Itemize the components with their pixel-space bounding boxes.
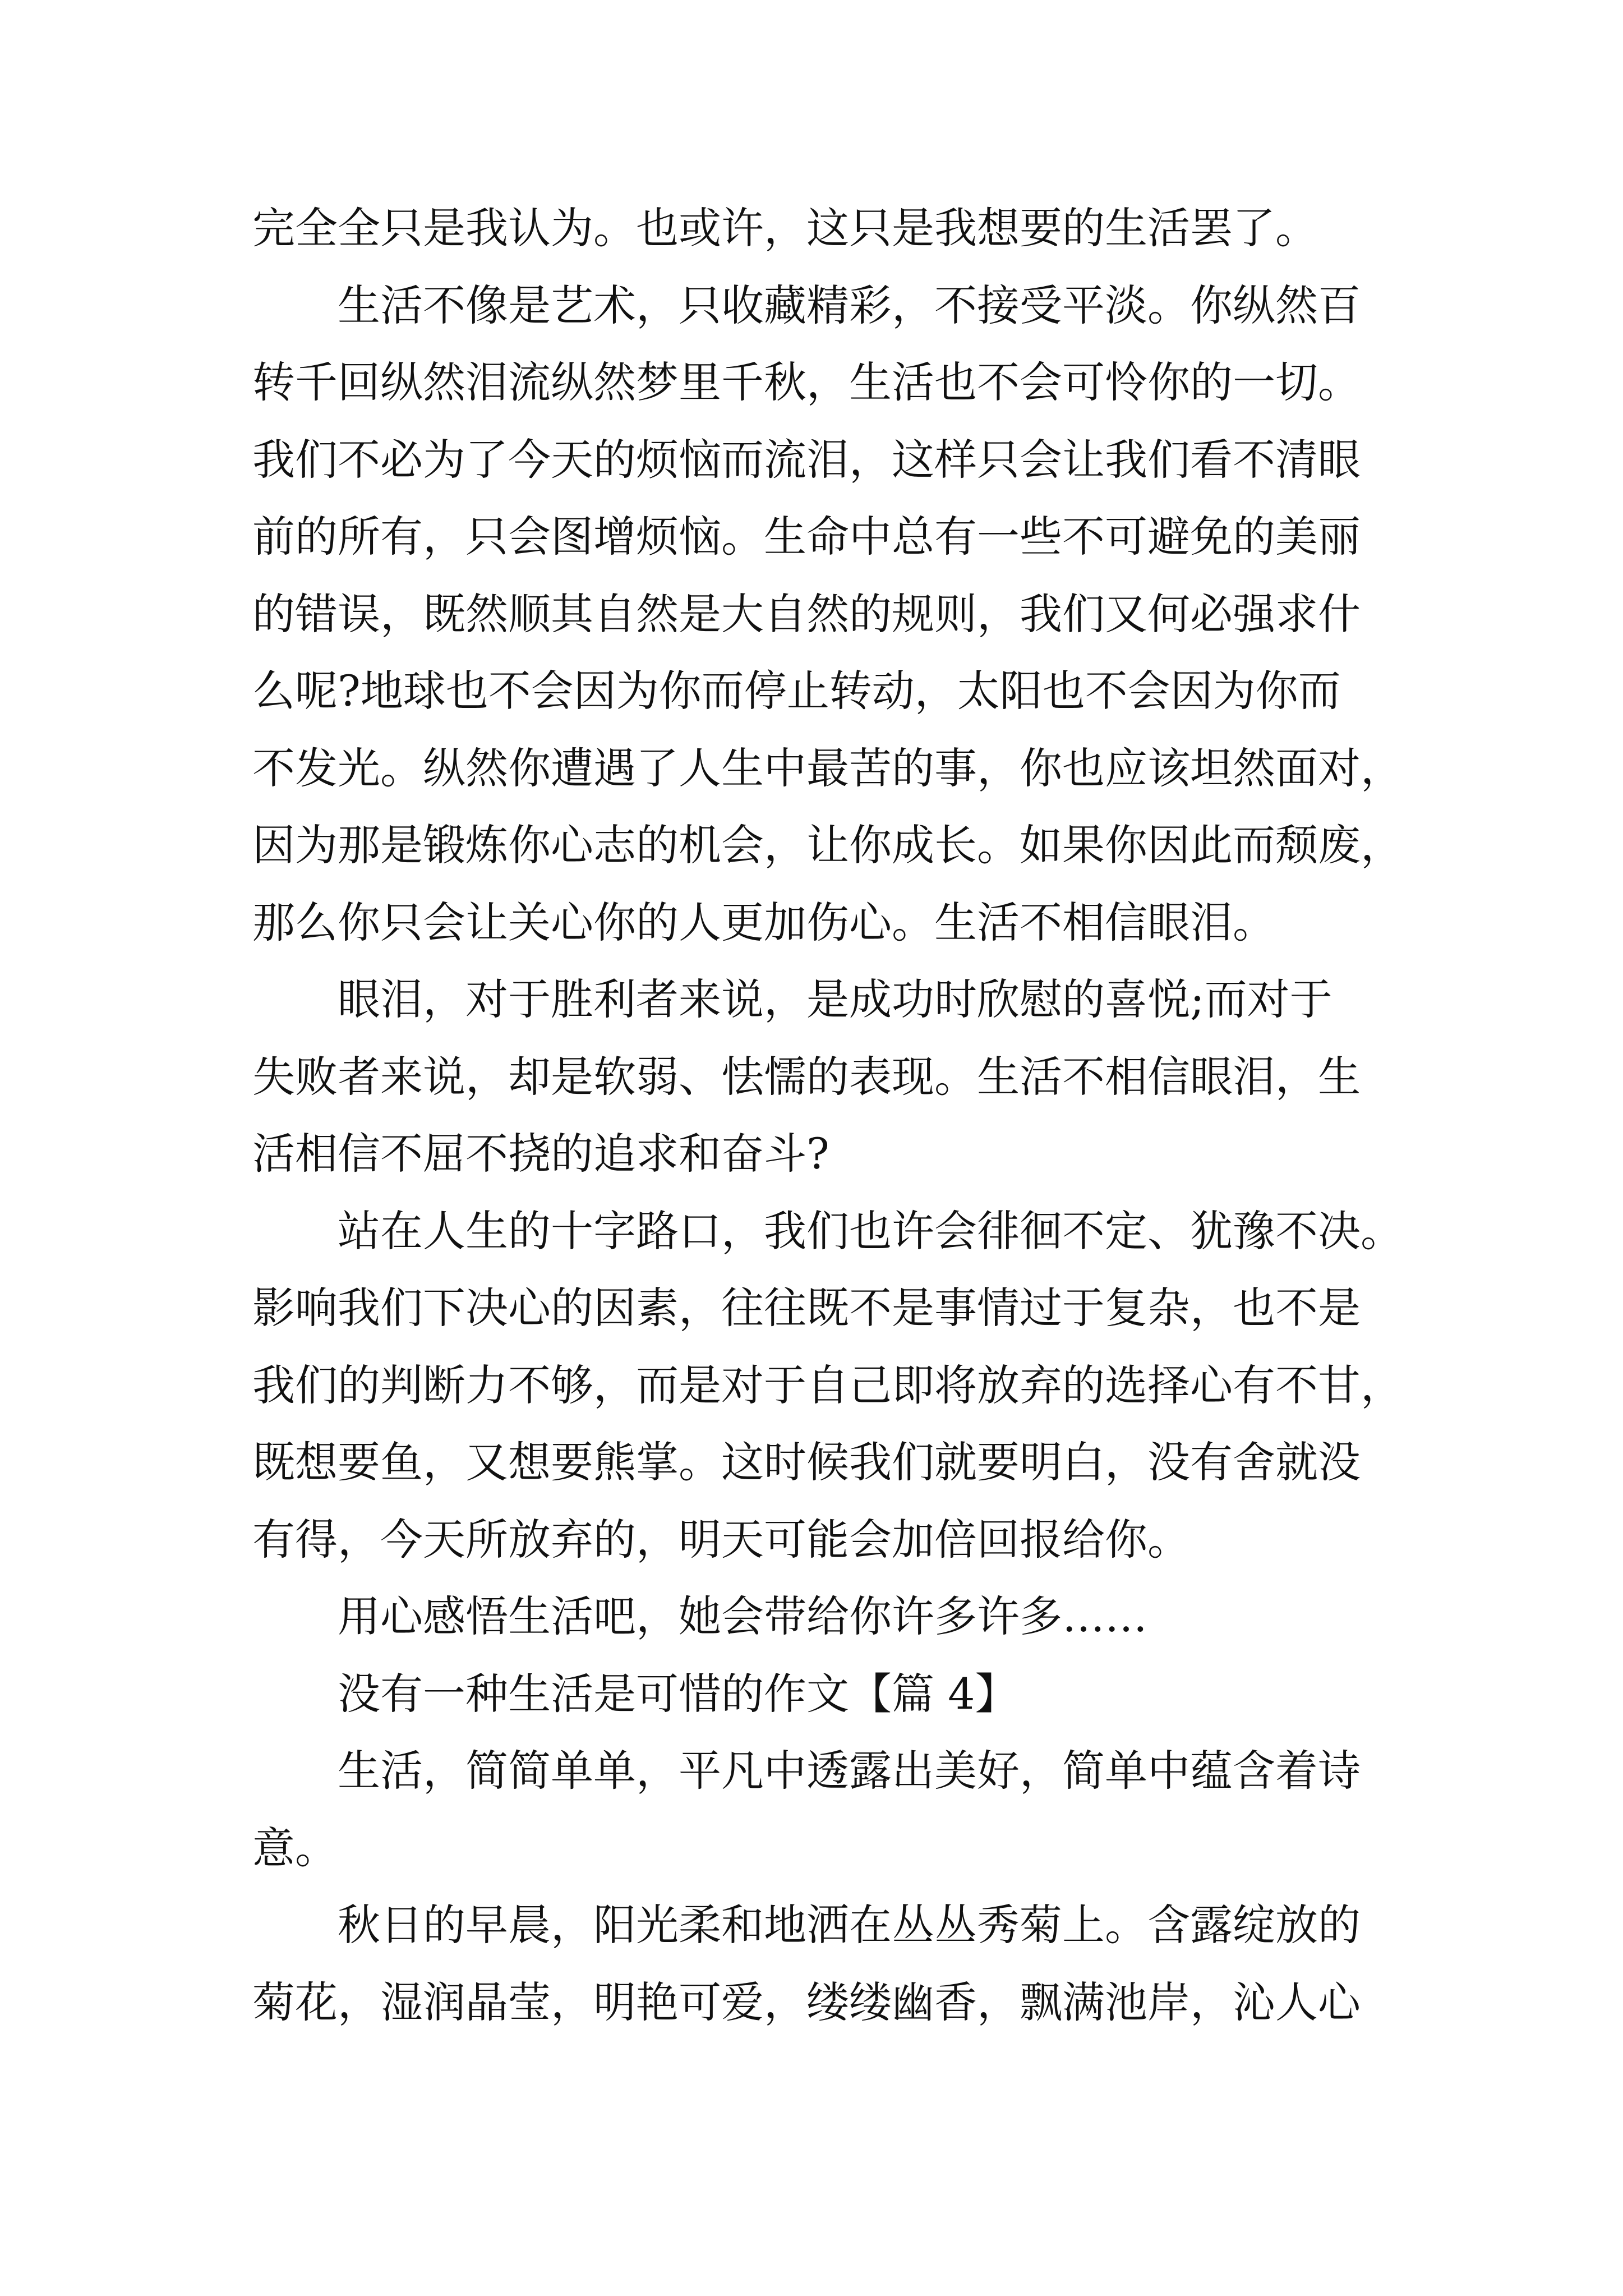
text-line: 影响我们下决心的因素，往往既不是事情过于复杂，也不是 bbox=[252, 1283, 1361, 1333]
text-line: 生活不像是艺术，只收藏精彩，不接受平淡。你纵然百 bbox=[338, 280, 1361, 330]
text-line: 失败者来说，却是软弱、怯懦的表现。生活不相信眼泪，生 bbox=[252, 1051, 1361, 1102]
text-line: 那么你只会让关心你的人更加伤心。生活不相信眼泪。 bbox=[252, 897, 1275, 947]
text-line: 我们的判断力不够，而是对于自己即将放弃的选择心有不甘， bbox=[252, 1360, 1403, 1410]
text-line: 用心感悟生活吧，她会带给你许多许多…… bbox=[338, 1591, 1147, 1641]
text-line: 既想要鱼，又想要熊掌。这时候我们就要明白，没有舍就没 bbox=[252, 1437, 1361, 1487]
text-line: 前的所有，只会图增烦恼。生命中总有一些不可避免的美丽 bbox=[252, 512, 1361, 562]
text-line: 完全全只是我认为。也或许，这只是我想要的生活罢了。 bbox=[252, 203, 1318, 253]
text-line: 菊花，湿润晶莹，明艳可爱，缕缕幽香，飘满池岸，沁人心 bbox=[252, 1977, 1361, 2027]
text-line: 因为那是锻炼你心志的机会，让你成长。如果你因此而颓废， bbox=[252, 820, 1403, 870]
text-line: 站在人生的十字路口，我们也许会徘徊不定、犹豫不决。 bbox=[338, 1205, 1403, 1256]
text-line: 眼泪，对于胜利者来说，是成功时欣慰的喜悦;而对于 bbox=[338, 974, 1332, 1024]
text-line: 的错误，既然顺其自然是大自然的规则，我们又何必强求什 bbox=[252, 588, 1361, 639]
text-line: 意。 bbox=[252, 1823, 338, 1873]
text-line: 我们不必为了今天的烦恼而流泪，这样只会让我们看不清眼 bbox=[252, 434, 1361, 485]
text-line: 么呢?地球也不会因为你而停止转动，太阳也不会因为你而 bbox=[252, 666, 1341, 716]
text-line: 转千回纵然泪流纵然梦里千秋，生活也不会可怜你的一切。 bbox=[252, 357, 1361, 407]
text-line: 生活，简简单单，平凡中透露出美好，简单中蕴含着诗 bbox=[338, 1746, 1361, 1796]
text-line: 不发光。纵然你遭遇了人生中最苦的事，你也应该坦然面对， bbox=[252, 743, 1403, 793]
document-body bbox=[252, 190, 1403, 2041]
text-line: 有得，今天所放弃的，明天可能会加倍回报给你。 bbox=[252, 1514, 1190, 1565]
text-line: 秋日的早晨，阳光柔和地洒在丛丛秀菊上。含露绽放的 bbox=[338, 1900, 1361, 1950]
text-line: 没有一种生活是可惜的作文【篇 4】 bbox=[338, 1668, 1018, 1719]
text-line: 活相信不屈不挠的追求和奋斗? bbox=[252, 1129, 829, 1179]
